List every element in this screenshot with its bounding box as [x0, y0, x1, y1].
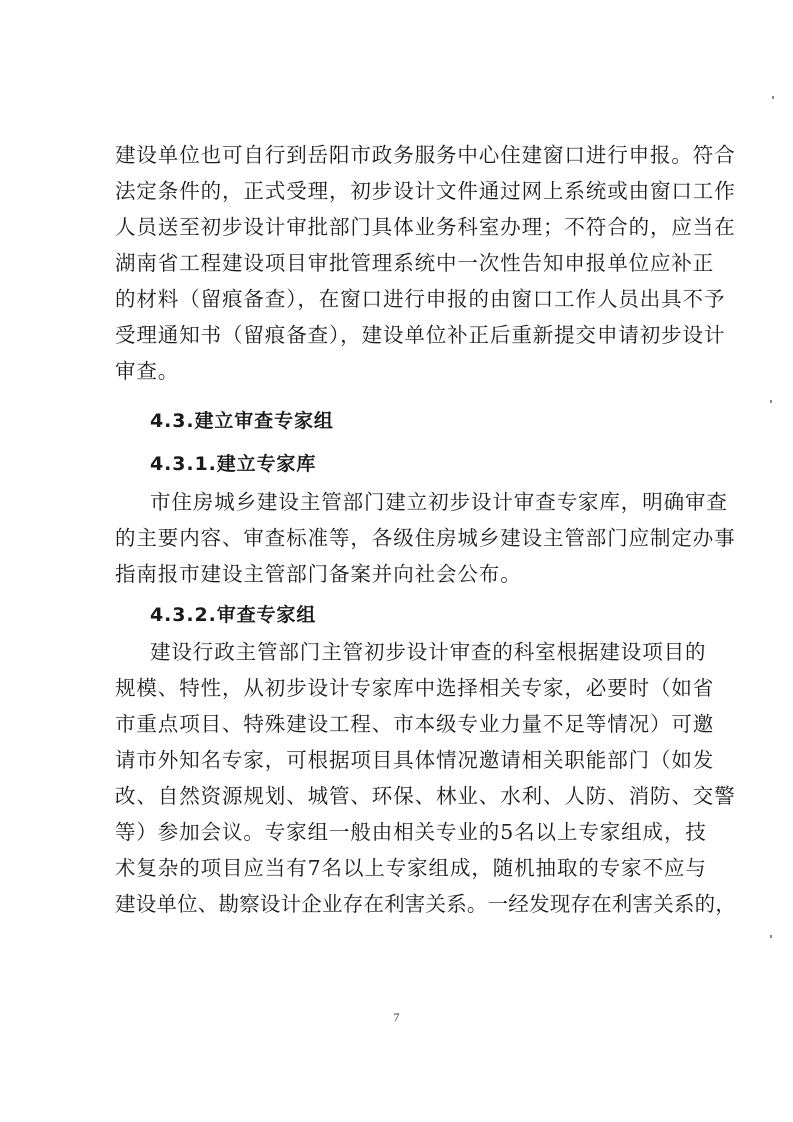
body-text-line: 人员送至初步设计审批部门具体业务科室办理；不符合的，应当在: [115, 215, 736, 239]
body-text-line: 市重点项目、特殊建设工程、市本级专业力量不足等情况）可邀: [115, 712, 715, 736]
subsection-heading: 4.3.2.审查专家组: [150, 604, 317, 626]
section-heading: 4.3.建立审查专家组: [150, 410, 334, 432]
body-text-line: 指南报市建设主管部门备案并向社会公布。: [115, 562, 522, 586]
body-text-line: 等）参加会议。专家组一般由相关专业的5名以上专家组成，技: [115, 820, 707, 844]
body-text-line: 规模、特性，从初步设计专家库中选择相关专家，必要时（如省: [115, 676, 715, 700]
body-text-line: 法定条件的，正式受理，初步设计文件通过网上系统或由窗口工作: [115, 179, 736, 203]
body-text-line: 湖南省工程建设项目审批管理系统中一次性告知申报单位应补正: [115, 251, 715, 275]
body-text-line: 改、自然资源规划、城管、环保、林业、水利、人防、消防、交警: [115, 784, 736, 808]
body-text-line: 的材料（留痕备查），在窗口进行申报的由窗口工作人员出具不予: [115, 287, 726, 311]
body-text-line: 术复杂的项目应当有7名以上专家组成，随机抽取的专家不应与: [115, 856, 707, 880]
page-number: 7: [393, 1010, 400, 1024]
body-text-line: 市住房城乡建设主管部门建立初步设计审查专家库，明确审查: [150, 490, 728, 514]
scan-speck: [770, 935, 772, 938]
body-text-line: 的主要内容、审查标准等，各级住房城乡建设主管部门应制定办事: [115, 526, 736, 550]
scan-speck: [770, 400, 772, 403]
body-text-line: 建设单位也可自行到岳阳市政务服务中心住建窗口进行申报。符合: [115, 143, 736, 167]
body-text-line: 受理通知书（留痕备查），建设单位补正后重新提交申请初步设计: [115, 323, 726, 347]
subsection-heading: 4.3.1.建立专家库: [150, 453, 317, 475]
body-text-line: 建设行政主管部门主管初步设计审查的科室根据建设项目的: [150, 640, 707, 664]
body-text-line: 建设单位、勘察设计企业存在利害关系。一经发现存在利害关系的，: [115, 892, 736, 916]
body-text-line: 审查。: [115, 359, 180, 383]
body-text-line: 请市外知名专家，可根据项目具体情况邀请相关职能部门（如发: [115, 748, 715, 772]
scan-speck: [772, 96, 774, 99]
